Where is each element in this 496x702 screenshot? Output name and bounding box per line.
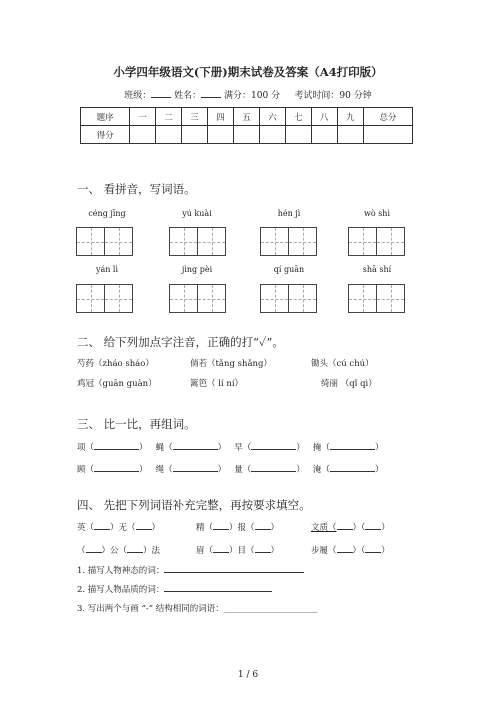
section-1-title: 一、 看拼音，写词语。 xyxy=(77,182,196,196)
table-cell: 四 xyxy=(208,108,234,126)
writing-grid xyxy=(76,227,132,256)
char-label: ） xyxy=(139,465,148,475)
idiom-text: ） xyxy=(381,523,390,533)
answer-blank[interactable] xyxy=(127,544,143,553)
fill-question: 3. 写出两个与画 “-” 结构相同的词语：______________________ xyxy=(77,604,318,614)
idiom-text: ） xyxy=(151,523,161,533)
table-cell: 五 xyxy=(233,108,259,126)
phonetic-item: 篱笆（ lí ní） xyxy=(190,379,244,389)
char-label: ） xyxy=(296,465,305,475)
answer-blank[interactable] xyxy=(337,521,353,530)
answer-line[interactable] xyxy=(164,583,272,592)
phonetic-item: 锄头（cú chú） xyxy=(311,359,374,369)
char-label: 掩（ xyxy=(312,443,330,453)
idiom-row xyxy=(196,521,279,533)
char-label: 量（ xyxy=(234,465,252,475)
char-label: ） xyxy=(374,443,384,453)
pinyin-label: jìng pèi xyxy=(181,265,213,274)
score-table-header-row xyxy=(81,108,413,126)
writing-grid xyxy=(348,227,404,256)
idiom-text: ）目（ xyxy=(229,546,255,556)
answer-blank[interactable] xyxy=(251,463,296,472)
idiom-text: 眉（ xyxy=(196,546,214,556)
answer-blank[interactable] xyxy=(213,521,229,530)
answer-blank[interactable] xyxy=(255,521,271,530)
answer-blank[interactable] xyxy=(173,463,218,472)
answer-blank[interactable] xyxy=(330,463,375,472)
table-cell xyxy=(182,126,208,144)
section-4-title: 四、 先把下列词语补充完整，再按要求填空。 xyxy=(77,498,311,512)
table-cell xyxy=(337,126,363,144)
answer-line[interactable] xyxy=(164,564,304,573)
idiom-text: 精（ xyxy=(196,523,214,533)
char-label: ） xyxy=(296,443,305,453)
answer-blank[interactable] xyxy=(251,441,296,450)
table-cell: 总分 xyxy=(363,108,412,126)
name-blank xyxy=(201,88,221,98)
time-label: 考试时间：90 分钟 xyxy=(294,91,372,101)
idiom-text: 步履（ xyxy=(311,546,337,556)
table-cell xyxy=(233,126,259,144)
table-cell xyxy=(285,126,311,144)
char-label: 蝇（ xyxy=(155,443,173,453)
phonetic-item: 绮丽 （qǐ qì） xyxy=(321,379,377,389)
char-label: ） xyxy=(374,465,384,475)
answer-blank[interactable] xyxy=(94,463,139,472)
score-table xyxy=(80,107,413,144)
phonetic-item: 倘若（tǎng shǎng） xyxy=(190,359,272,369)
char-label: 顾（ xyxy=(77,465,95,475)
char-label: 绳（ xyxy=(155,465,173,475)
score-table-score-row xyxy=(81,126,413,144)
question-text: 2. 描写人物品质的词： xyxy=(77,585,165,595)
idiom-text: ）（ xyxy=(352,523,366,533)
char-label: 项（ xyxy=(77,443,95,453)
section-3-title: 三、 比一比，再组词。 xyxy=(77,417,196,431)
char-label: ） xyxy=(217,465,227,475)
class-blank xyxy=(151,88,171,98)
writing-grid xyxy=(260,227,316,256)
page-title: 小学四年级语文(下册)期末试卷及答案（A4打印版） xyxy=(113,65,383,79)
page-number: 1 / 6 xyxy=(237,670,259,680)
answer-blank[interactable] xyxy=(94,521,110,530)
table-cell xyxy=(363,126,412,144)
table-cell: 题序 xyxy=(81,108,130,126)
pinyin-label: yán lì xyxy=(95,265,119,274)
idiom-text: （ xyxy=(77,546,86,556)
char-label: 早（ xyxy=(234,443,252,453)
name-label: 姓名： xyxy=(174,91,202,101)
answer-blank[interactable] xyxy=(255,544,271,553)
class-label: 班级： xyxy=(124,91,152,101)
answer-blank[interactable] xyxy=(365,521,381,530)
idiom-row xyxy=(196,544,279,556)
phonetic-item: 鸡冠（guān guàn） xyxy=(77,379,157,389)
idiom-text: ）无（ xyxy=(110,523,136,533)
fill-question xyxy=(77,564,304,576)
answer-blank[interactable] xyxy=(173,441,218,450)
writing-grid xyxy=(348,284,404,313)
table-cell: 二 xyxy=(156,108,182,126)
table-cell: 九 xyxy=(337,108,363,126)
pinyin-label: hén jì xyxy=(277,209,301,218)
answer-blank[interactable] xyxy=(330,441,375,450)
idiom-text: ） xyxy=(270,523,280,533)
fill-question xyxy=(77,583,272,595)
idiom-text: ） xyxy=(381,546,390,556)
pinyin-label: céng jīng xyxy=(88,209,126,218)
table-cell: 八 xyxy=(311,108,337,126)
table-cell xyxy=(311,126,337,144)
idiom-row xyxy=(311,521,390,533)
question-text: 1. 描写人物神态的词： xyxy=(77,566,165,576)
score-label: 满分：100 分 xyxy=(224,91,281,101)
table-cell: 一 xyxy=(130,108,156,126)
idiom-text: 英（ xyxy=(77,523,95,533)
table-cell xyxy=(156,126,182,144)
table-cell xyxy=(259,126,285,144)
idiom-row xyxy=(311,544,390,556)
table-cell: 六 xyxy=(259,108,285,126)
table-cell xyxy=(130,126,156,144)
pinyin-label: shā shí xyxy=(362,265,392,274)
writing-grid xyxy=(76,284,132,313)
pinyin-label: yú kuài xyxy=(182,209,212,218)
table-cell: 得分 xyxy=(81,126,130,144)
answer-blank[interactable] xyxy=(365,544,381,553)
writing-grid xyxy=(169,227,225,256)
word-compare-row xyxy=(77,441,383,453)
answer-blank[interactable] xyxy=(337,544,353,553)
table-cell xyxy=(208,126,234,144)
idiom-row xyxy=(77,521,160,533)
idiom-text: ） xyxy=(270,546,280,556)
answer-blank[interactable] xyxy=(94,441,139,450)
idiom-text: 文质（ xyxy=(311,523,337,533)
pinyin-label: wò shì xyxy=(363,209,391,218)
writing-grid xyxy=(260,284,316,313)
table-cell: 三 xyxy=(182,108,208,126)
section-2-title: 二、 给下列加点字注音，正确的打“✓”。 xyxy=(77,335,284,349)
word-compare-row xyxy=(77,463,383,475)
char-label: 淹（ xyxy=(312,465,330,475)
char-label: ） xyxy=(139,443,148,453)
idiom-text: ）公（ xyxy=(101,546,128,556)
answer-blank[interactable] xyxy=(213,544,229,553)
pinyin-label: qí guān xyxy=(273,265,305,274)
phonetic-item: 芍药（zháo sháo） xyxy=(77,359,154,369)
char-label: ） xyxy=(217,443,227,453)
idiom-text: ）法 xyxy=(143,546,161,556)
writing-grid xyxy=(169,284,225,313)
table-cell: 七 xyxy=(285,108,311,126)
answer-blank[interactable] xyxy=(136,521,152,530)
idiom-text: ）报（ xyxy=(229,523,255,533)
exam-info xyxy=(0,88,496,101)
idiom-row xyxy=(77,544,160,556)
answer-blank[interactable] xyxy=(86,544,102,553)
idiom-text: ）（ xyxy=(352,546,366,556)
